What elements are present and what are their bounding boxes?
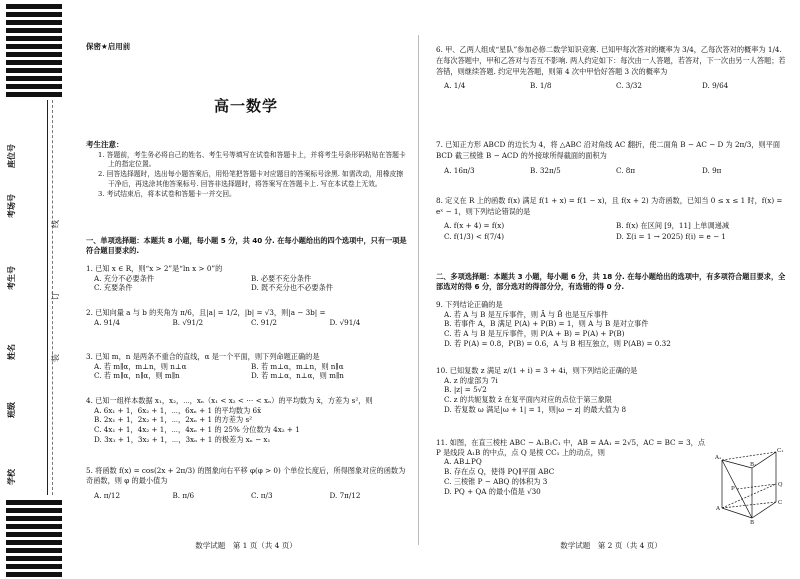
name-label: 姓名 <box>7 344 16 360</box>
section-1 <box>86 236 408 255</box>
option-d: D. 9/64 <box>702 81 729 91</box>
option-a: A. 1/4 <box>444 81 466 91</box>
page-footer: 数学试题 第 1 页（共 4 页） <box>195 541 297 550</box>
question-8 <box>436 196 788 243</box>
question-stem: 6. 甲、乙两人组成“星队”参加必修二数学知识竞赛. 已知甲每次答对的概率为 3/4，乙每次答对的概率为 1/4. 在每次答题中，甲和乙答对与否互不影响. 两人约定如下：每次由一人答题，若答对，下一次由另一人答题；若答错，则继续答题. 约定甲先答题，则第 4 次中甲恰好答题 3 次的概率为 <box>436 45 786 77</box>
install-mark: 装 <box>51 354 60 362</box>
option-d: D. 既不充分也不必要条件 <box>251 283 333 293</box>
option-a: A. 91/4 <box>94 317 120 327</box>
option-c: C. f(1/3) < f(7/4) <box>444 232 505 242</box>
binding-stripe <box>6 4 62 9</box>
question-6 <box>436 44 788 91</box>
label-b: B <box>750 520 755 524</box>
option-b: B. 1/8 <box>530 81 552 91</box>
binding-stripe <box>6 556 62 561</box>
option-b: B. 必要不充分条件 <box>251 273 312 283</box>
option-d: D. PQ + QA 的最小值是 √30 <box>444 486 541 496</box>
option-a: A. AB⊥PQ <box>444 457 482 467</box>
notice-item: 2. 回答选择题时，选出每小题答案后，用铅笔把答题卡对应题目的答案标号涂黑. 如需改动，用橡皮擦干净后，再选涂其他答案标号. 回答非选择题时，将答案写在答题卡上. 写在本试卷上无效。 <box>98 170 404 188</box>
question-stem: 8. 定义在 R 上的函数 f(x) 满足 f(1 + x) = f(1 − x)，且 f(x + 2) 为奇函数，已知当 0 ≤ x ≤ 1 时，f(x) = eˣ − 1，则下列结论错误的是 <box>436 196 783 216</box>
option-a: A. 16π/3 <box>444 165 475 175</box>
question-11 <box>436 438 708 496</box>
line-mark: 线 <box>51 220 60 228</box>
binding-stripe <box>6 84 62 89</box>
option-b: B. f(x) 在区间 [9，11] 上单调递减 <box>616 220 730 230</box>
option-a: A. 充分不必要条件 <box>94 273 155 283</box>
label-q: Q <box>778 482 783 488</box>
binding-stripe <box>6 540 62 545</box>
school-label: 学校 <box>7 469 16 485</box>
question-stem: 1. 已知 x ∈ R，则“x > 2”是“ln x > 0”的 <box>86 264 223 273</box>
binding-stripe <box>6 564 62 569</box>
option-c: C. 91/2 <box>251 317 277 327</box>
option-d: D. 9π <box>702 165 722 175</box>
label-a1: A₁ <box>715 455 722 461</box>
binding-margin <box>0 0 78 579</box>
page-title: 高一数学 <box>213 97 278 115</box>
option-d: D. 若复数 ω 满足|ω + 1| = 1，则|ω − z| 的最大值为 8 <box>444 404 627 414</box>
option-c: C. 若 m∥α，n∥α，则 m∥n <box>94 371 180 381</box>
option-c: C. 8π <box>616 165 636 175</box>
question-stem: 7. 已知正方形 ABCD 的边长为 4，将 △ABC 沿对角线 AC 翻折，使二面角 B − AC − D 为 2π/3，则平面 BCD 截三棱锥 B − ACD 的外接球所得截面的面积为 <box>436 140 781 160</box>
binding-stripe <box>6 60 62 65</box>
question-5 <box>86 466 408 501</box>
column-divider <box>418 35 419 545</box>
seat-number-label: 座位号 <box>7 144 16 168</box>
binding-stripe <box>6 28 62 33</box>
section-2 <box>436 272 788 291</box>
edge-a1c1 <box>722 452 776 460</box>
question-stem: 5. 将函数 f(x) = cos(2x + 2π/3) 的图象向右平移 φ(φ > 0) 个单位长度后，所得图象对应的函数为奇函数，则 φ 的最小值为 <box>86 466 406 485</box>
section-heading: 二、多项选择题：本题共 3 小题，每小题 6 分，共 18 分. 在每小题给出的选项中，有多项符合题目要求，全部选对的得 6 分，部分选对的得部分分，有选错的得 0 分. <box>436 272 786 291</box>
section-heading: 一、单项选择题：本题共 8 小题，每小题 5 分，共 40 分. 在每小题给出的四个选项中，只有一项是符合题目要求的. <box>86 236 407 255</box>
option-a: A. π/12 <box>94 491 121 501</box>
option-d: D. 若 P(A) = 0.8，P(B) = 0.6，A 与 B 相互独立，则 P(AB) = 0.32 <box>444 338 671 348</box>
question-7 <box>436 140 788 175</box>
option-a: A. f(x + 4) = f(x) <box>444 220 505 230</box>
question-4 <box>86 396 408 445</box>
binding-stripe <box>6 548 62 553</box>
binding-stripe <box>6 52 62 57</box>
bind-mark: 订 <box>51 292 60 300</box>
option-c: C. 3/32 <box>616 81 642 91</box>
question-3 <box>86 352 408 381</box>
label-p: P <box>731 486 735 492</box>
edge-bc <box>752 502 776 518</box>
page-footer: 数学试题 第 2 页（共 4 页） <box>560 541 662 550</box>
notice-block <box>86 140 408 200</box>
option-d: D. √91/4 <box>329 317 361 327</box>
binding-stripe <box>6 68 62 73</box>
question-9 <box>436 300 788 349</box>
label-a: A <box>716 506 720 512</box>
binding-stripe <box>6 524 62 529</box>
binding-stripe <box>6 508 62 513</box>
option-b: B. 若事件 A，B 满足 P(A) + P(B) = 1，则 A 与 B 是对立事件 <box>444 319 649 329</box>
exam-room-label: 考场号 <box>7 194 16 218</box>
option-c: C. 若 A 与 B 是互斥事件，则 P(A + B) = P(A) + P(B) <box>444 329 625 339</box>
notice-item: 1. 答题前，考生务必将自己的姓名、考生号等填写在试卷和答题卡上，并将考生号条形码粘贴在答题卡上的指定位置。 <box>98 151 406 169</box>
binding-stripe <box>6 516 62 521</box>
binding-stripe <box>6 20 62 25</box>
binding-stripe <box>6 532 62 537</box>
option-b: B. 若 m⊥α，m⊥n，则 n∥α <box>251 361 344 371</box>
option-a: A. 若 m∥α，m⊥n，则 n⊥α <box>94 361 187 371</box>
prism-figure <box>714 446 786 524</box>
binding-stripe <box>6 76 62 81</box>
option-d: D. Σ(i = 1 → 2025) f(i) = e − 1 <box>616 232 726 242</box>
label-c: C <box>778 500 783 506</box>
question-1 <box>86 264 408 293</box>
question-2 <box>86 308 408 327</box>
label-b1: B₁ <box>750 462 757 468</box>
question-stem: 4. 已知一组样本数据 x₁，x₂，⋯，xₙ（x₁ < x₂ < ⋯ < xₙ）的平均数为 x̄，方差为 s²，则 <box>86 396 373 405</box>
binding-stripe <box>6 92 62 97</box>
binding-stripe <box>6 500 62 505</box>
class-label: 班级 <box>7 402 16 418</box>
examinee-number-label: 考生号 <box>7 266 16 290</box>
option-c: C. 4x₁ + 1，4x₂ + 1，⋯，4xₙ + 1 的 25% 分位数为 4x₂ + 1 <box>94 425 300 435</box>
option-b: B. √91/2 <box>172 317 204 327</box>
option-d: D. 7π/12 <box>329 491 361 501</box>
question-10 <box>436 366 788 415</box>
binding-stripe <box>6 36 62 41</box>
option-b: B. 32π/5 <box>530 165 561 175</box>
option-a: A. 若 A 与 B 是互斥事件，则 Ā 与 B̄ 也是互斥事件 <box>444 309 608 319</box>
confidential-mark: 保密★启用前 <box>86 42 131 51</box>
option-c: C. 充要条件 <box>94 283 133 293</box>
binding-stripe <box>6 44 62 49</box>
page-2 <box>428 0 794 579</box>
question-stem: 9. 下列结论正确的是 <box>436 300 503 309</box>
option-b: B. 2x₁ + 1，2x₂ + 1，⋯，2xₙ + 1 的方差为 s² <box>94 415 253 425</box>
option-b: B. 存在点 Q，使得 PQ∥平面 ABC <box>444 467 555 477</box>
option-c: C. 三棱锥 P − ABQ 的体积为 3 <box>444 476 548 486</box>
option-a: A. z 的虚部为 7i <box>444 375 498 385</box>
notice-item: 3. 考试结束后，将本试卷和答题卡一并交回。 <box>98 189 236 198</box>
option-d: D. 若 m⊥α，n⊥α，则 m∥n <box>251 371 344 381</box>
question-stem: 10. 已知复数 z 满足 z/(1 + i) = 3 + 4i，则下列结论正确的是 <box>436 366 638 375</box>
option-c: C. z 的共轭复数 z̄ 在复平面内对应的点位于第三象限 <box>444 395 612 405</box>
option-c: C. π/3 <box>251 491 273 501</box>
option-b: B. π/6 <box>172 491 195 501</box>
label-c1: C₁ <box>777 448 784 454</box>
question-stem: 2. 已知向量 a 与 b 的夹角为 π/6，且|a| = 1/2，|b| = √3，则|a − 3b| = <box>86 308 326 317</box>
binding-line <box>47 100 48 495</box>
option-a: A. 6x₁ + 1，6x₂ + 1，⋯，6xₙ + 1 的平均数为 6x̄ <box>94 405 262 415</box>
option-b: B. |z| = 5√2 <box>444 385 487 395</box>
question-stem: 3. 已知 m，n 是两条不重合的直线，α 是一个平面，则下列命题正确的是 <box>86 352 320 361</box>
binding-stripe <box>6 12 62 17</box>
binding-stripe <box>6 572 62 577</box>
option-d: D. 3x₁ + 1，3x₂ + 1，⋯，3xₙ + 1 的极差为 xₙ − x₁ <box>94 434 271 444</box>
question-stem: 11. 如图，在直三棱柱 ABC − A₁B₁C₁ 中，AB = AA₁ = 2√5，AC = BC = 3，点 P 是线段 A₁B 的中点，点 Q 是棱 CC₁ 上的动点，则 <box>436 438 706 457</box>
notice-heading: 考生注意： <box>86 140 124 149</box>
page-1 <box>78 0 414 579</box>
edge-a1b1 <box>722 460 752 468</box>
